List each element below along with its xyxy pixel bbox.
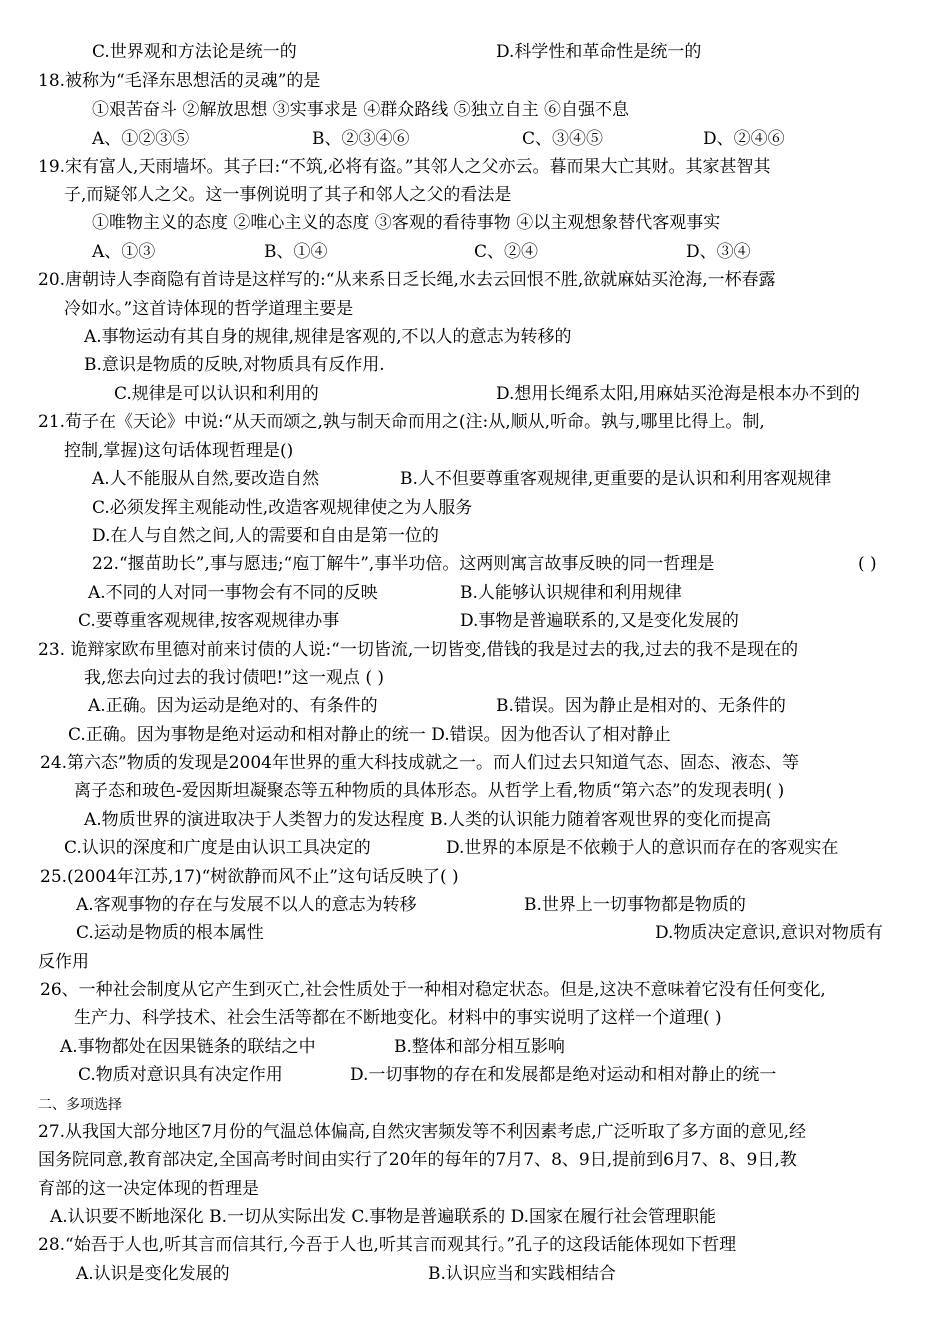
q22-option-d: D.事物是普遍联系的,又是变化发展的 bbox=[460, 611, 739, 631]
q23-options-c-d: C.正确。因为事物是绝对运动和相对静止的统一 D.错误。因为他否认了相对静止 bbox=[68, 725, 671, 745]
q19-stem-line1: 19.宋有富人,天雨墙坏。其子曰:“不筑,必将有盗。”其邻人之父亦云。暮而果大亡其财。其家甚智其 bbox=[38, 157, 771, 177]
q27-stem-line2: 国务院同意,教育部决定,全国高考时间由实行了20年的每年的7月7、8、9日,提前到6月7、8、9日,教 bbox=[38, 1150, 797, 1170]
q26-option-c: C.物质对意识具有决定作用 bbox=[78, 1065, 283, 1085]
q19-stem-line2: 子,而疑邻人之父。这一事例说明了其子和邻人之父的看法是 bbox=[64, 185, 512, 205]
q26-stem-line2: 生产力、科学技术、社会生活等都在不断地变化。材料中的事实说明了这样一个道理( ) bbox=[74, 1008, 722, 1028]
q28-stem: 28.“始吾于人也,听其言而信其行,今吾于人也,听其言而观其行。”孔子的这段话能体现如下哲理 bbox=[38, 1235, 737, 1255]
q23-stem-line1: 23. 诡辩家欧布里德对前来讨债的人说:“一切皆流,一切皆变,借钱的我是过去的我,过去的我不是现在的 bbox=[38, 640, 799, 660]
q22-stem: 22.“揠苗助长”,事与愿违;“庖丁解牛”,事半功倍。这两则寓言故事反映的同一哲理是 bbox=[92, 554, 715, 574]
q20-stem-line1: 20.唐朝诗人李商隐有首诗是这样写的:“从来系日乏长绳,水去云回恨不胜,欲就麻姑买沧海,一杯春露 bbox=[38, 270, 776, 290]
q21-option-b: B.人不但要尊重客观规律,更重要的是认识和利用客观规律 bbox=[400, 469, 832, 489]
q22-option-c: C.要尊重客观规律,按客观规律办事 bbox=[78, 611, 340, 631]
q24-stem-line2: 离子态和玻色-爱因斯坦凝聚态等五种物质的具体形态。从哲学上看,物质“第六态”的发现表明( ) bbox=[74, 781, 785, 801]
q21-stem-line1: 21.荀子在《天论》中说:“从天而颂之,孰与制天命而用之(注:从,顺从,听命。孰与,哪里比得上。制, bbox=[38, 412, 765, 432]
q20-option-c: C.规律是可以认识和利用的 bbox=[114, 384, 319, 404]
q20-option-b: B.意识是物质的反映,对物质具有反作用. bbox=[84, 355, 385, 375]
q20-stem-line2: 冷如水。”这首诗体现的哲学道理主要是 bbox=[64, 299, 354, 319]
q27-stem-line1: 27.从我国大部分地区7月份的气温总体偏高,自然灾害频发等不利因素考虑,广泛听取了多方面的意见,经 bbox=[38, 1122, 807, 1142]
q25-option-d-cont: 反作用 bbox=[38, 952, 89, 972]
q17-option-c: C.世界观和方法论是统一的 bbox=[92, 42, 297, 62]
q19-option-b: B、①④ bbox=[264, 242, 328, 262]
q26-stem-line1: 26、一种社会制度从它产生到灭亡,社会性质处于一种相对稳定状态。但是,这决不意味着它没有任何变化, bbox=[40, 980, 826, 1000]
q27-stem-line3: 育部的这一决定体现的哲理是 bbox=[38, 1179, 259, 1199]
q17-option-d: D.科学性和革命性是统一的 bbox=[496, 42, 702, 62]
q24-option-d: D.世界的本原是不依赖于人的意识而存在的客观实在 bbox=[446, 838, 839, 858]
q24-option-c: C.认识的深度和广度是由认识工具决定的 bbox=[64, 838, 371, 858]
q24-stem-line1: 24.第六态”物质的发现是2004年世界的重大科技成就之一。而人们过去只知道气态、固态、液态、等 bbox=[40, 753, 799, 773]
q25-option-b: B.世界上一切事物都是物质的 bbox=[524, 895, 746, 915]
q20-option-a: A.事物运动有其自身的规律,规律是客观的,不以人的意志为转移的 bbox=[84, 327, 572, 347]
q21-option-c: C.必须发挥主观能动性,改造客观规律使之为人服务 bbox=[92, 498, 473, 518]
q21-option-a: A.人不能服从自然,要改造自然 bbox=[92, 469, 320, 489]
q23-option-b: B.错误。因为静止是相对的、无条件的 bbox=[496, 696, 786, 716]
q25-option-c: C.运动是物质的根本属性 bbox=[76, 923, 264, 943]
q20-option-d: D.想用长绳系太阳,用麻姑买沧海是根本办不到的 bbox=[496, 384, 860, 404]
q19-option-c: C、②④ bbox=[474, 242, 539, 262]
q25-option-d: D.物质决定意识,意识对物质有 bbox=[655, 923, 883, 943]
q18-option-c: C、③④⑤ bbox=[522, 129, 604, 149]
q18-option-a: A、①②③⑤ bbox=[92, 129, 190, 149]
q28-option-b: B.认识应当和实践相结合 bbox=[428, 1264, 616, 1284]
q18-stem: 18.被称为“毛泽东思想活的灵魂”的是 bbox=[38, 71, 321, 91]
q19-items: ①唯物主义的态度 ②唯心主义的态度 ③客观的看待事物 ④以主观想象替代客观事实 bbox=[92, 213, 721, 233]
q26-option-d: D.一切事物的存在和发展都是绝对运动和相对静止的统一 bbox=[350, 1065, 777, 1085]
q22-option-a: A.不同的人对同一事物会有不同的反映 bbox=[88, 583, 378, 603]
q22-option-b: B.人能够认识规律和利用规律 bbox=[460, 583, 682, 603]
q24-options-a-b: A.物质世界的演进取决于人类智力的发达程度 B.人类的认识能力随着客观世界的变化而提高 bbox=[84, 810, 771, 830]
q25-option-a: A.客观事物的存在与发展不以人的意志为转移 bbox=[76, 895, 417, 915]
q25-stem: 25.(2004年江苏,17)“树欲静而风不止”这句话反映了( ) bbox=[40, 867, 459, 887]
q23-stem-line2: 我,您去向过去的我讨债吧!”这一观点 ( ) bbox=[84, 668, 384, 688]
q28-option-a: A.认识是变化发展的 bbox=[76, 1264, 230, 1284]
q22-answer-blank: ( ) bbox=[858, 554, 877, 574]
q18-option-d: D、②④⑥ bbox=[703, 129, 785, 149]
q18-option-b: B、②③④⑥ bbox=[312, 129, 410, 149]
q27-options: A.认识要不断地深化 B.一切从实际出发 C.事物是普遍联系的 D.国家在履行社会管理职能 bbox=[50, 1207, 717, 1227]
q19-option-d: D、③④ bbox=[686, 242, 751, 262]
q21-stem-line2: 控制,掌握)这句话体现哲理是() bbox=[64, 441, 294, 461]
q26-option-b: B.整体和部分相互影响 bbox=[394, 1037, 565, 1057]
q18-items: ①艰苦奋斗 ②解放思想 ③实事求是 ④群众路线 ⑤独立自主 ⑥自强不息 bbox=[92, 100, 630, 120]
q23-option-a: A.正确。因为运动是绝对的、有条件的 bbox=[88, 696, 378, 716]
q26-option-a: A.事物都处在因果链条的联结之中 bbox=[60, 1037, 316, 1057]
q21-option-d: D.在人与自然之间,人的需要和自由是第一位的 bbox=[92, 526, 439, 546]
q19-option-a: A、①③ bbox=[92, 242, 156, 262]
section-heading-multiple-choice: 二、多项选择 bbox=[38, 1097, 122, 1113]
